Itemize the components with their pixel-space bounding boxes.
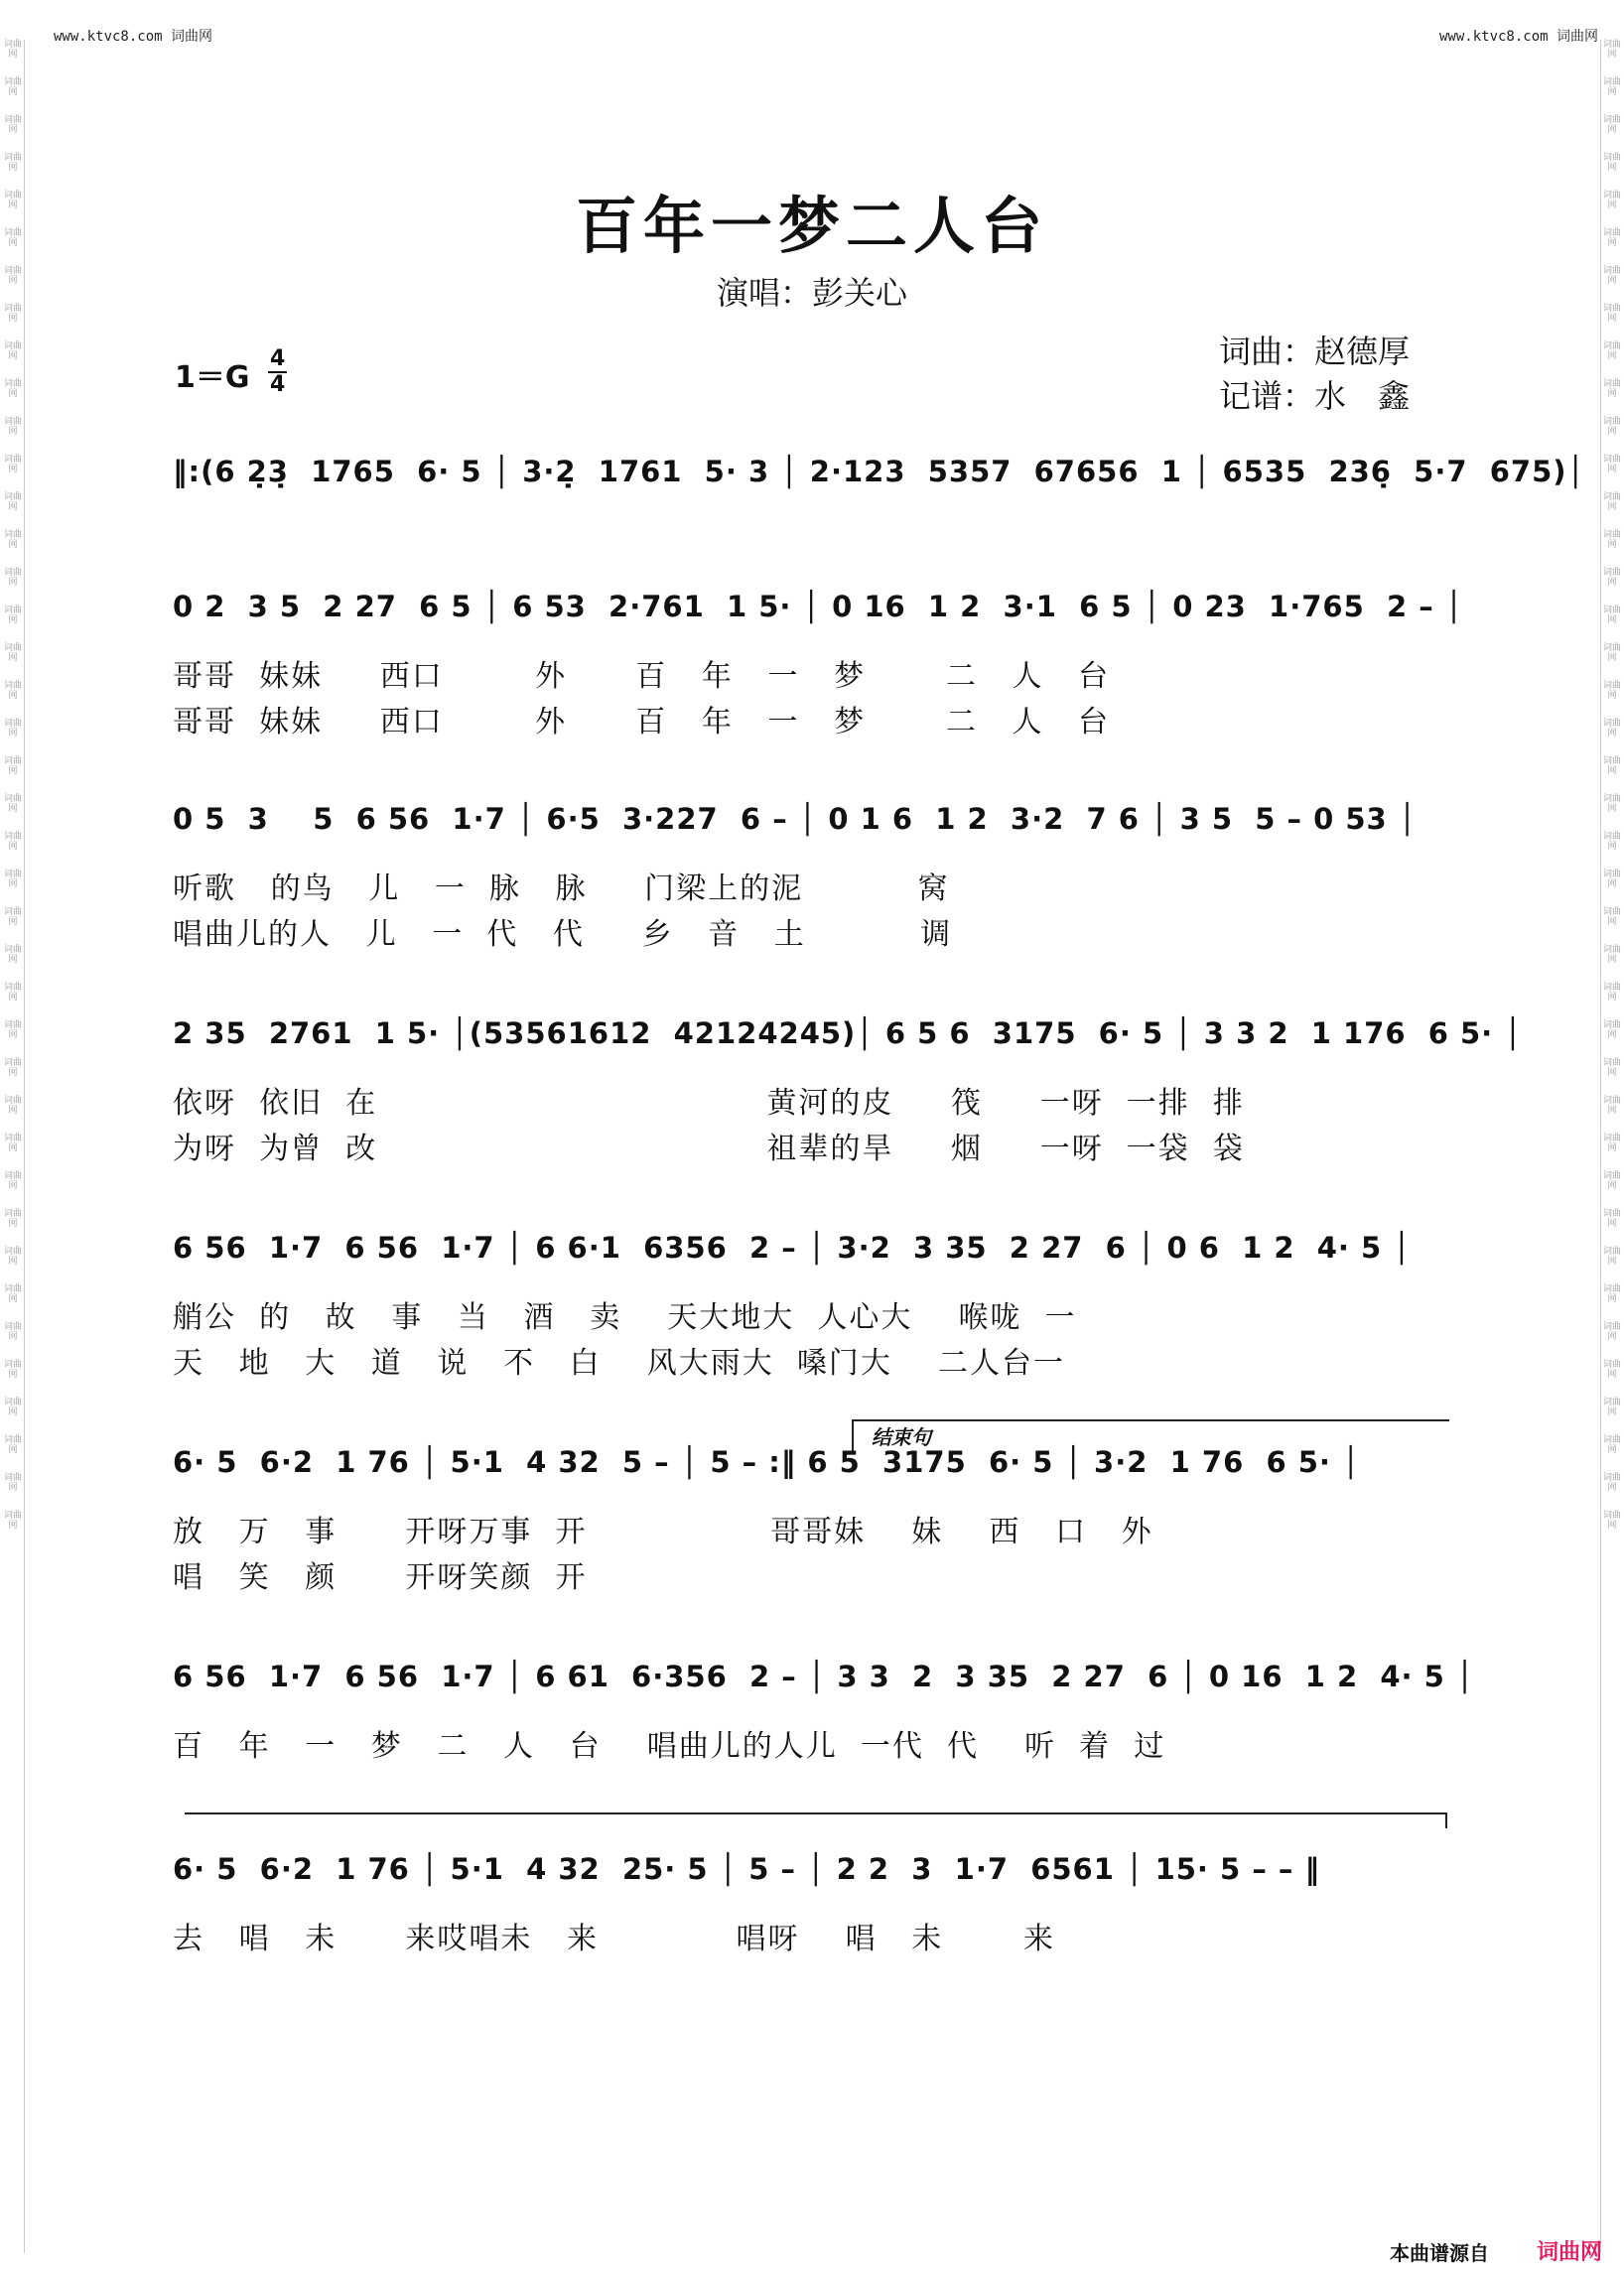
watermark-mark: 词曲网 [3,304,22,324]
watermark-mark: 词曲网 [3,341,22,361]
credits [1219,330,1410,419]
watermark-mark: 词曲网 [3,1096,22,1116]
footer-site-logo[interactable]: 词曲网 [1537,2240,1603,2265]
watermark-mark: 词曲网 [1602,1020,1621,1040]
right-watermark-strip [1600,40,1623,2253]
lyric-line: 艄公 的 故 事 当 酒 卖 天大地大 人心大 喉咙 一 [173,1300,1077,1335]
watermark-mark: 词曲网 [1602,907,1621,927]
watermark-mark: 词曲网 [1602,1398,1621,1417]
watermark-mark: 词曲网 [1602,794,1621,814]
watermark-mark: 词曲网 [1602,1511,1621,1531]
lyric-line: 百 年 一 梦 二 人 台 唱曲儿的人儿 一代 代 听 着 过 [173,1729,1166,1764]
lyric-line: 去 唱 未 来哎唱未 来 唱呀 唱 未 来 [173,1922,1055,1956]
watermark-mark: 词曲网 [3,191,22,210]
watermark-mark: 词曲网 [3,945,22,965]
watermark-mark: 词曲网 [3,40,22,60]
lyric-line: 为呀 为曾 改 祖辈的旱 烟 一呀 一袋 袋 [173,1132,1245,1166]
watermark-mark: 词曲网 [1602,1435,1621,1455]
watermark-mark: 词曲网 [1602,417,1621,437]
lyric-line: 听歌 的鸟 儿 一 脉 脉 门梁上的泥 窝 [173,871,950,906]
watermark-mark: 词曲网 [3,1435,22,1455]
footer-source-text: 本曲谱源自 [1390,2241,1489,2265]
coda-bracket [852,1419,1449,1451]
notation-line: 6· 5 6·2 1 76 │ 5·1 4 32 5 – │ 5 – :‖ 6 5 3175 6· 5 │ 3·2 1 76 6 5· │ [173,1445,1361,1479]
watermark-mark: 词曲网 [1602,379,1621,399]
time-signature-top: 4 [270,346,286,371]
watermark-mark: 词曲网 [1602,643,1621,663]
watermark-mark: 词曲网 [1602,455,1621,474]
watermark-mark: 词曲网 [1602,1322,1621,1342]
lyric-line: 哥哥 妹妹 西口 外 百 年 一 梦 二 人 台 [173,659,1111,694]
watermark-mark: 词曲网 [3,1134,22,1153]
transcriber-credit: 记谱：水 鑫 [1219,377,1411,415]
watermark-mark: 词曲网 [3,1360,22,1380]
watermark-mark: 词曲网 [3,1284,22,1304]
watermark-mark: 词曲网 [1602,1171,1621,1191]
watermark-mark: 词曲网 [3,643,22,663]
lyric-line: 唱 笑 颜 开呀笑颜 开 [173,1560,588,1595]
watermark-mark: 词曲网 [1602,492,1621,512]
watermark-mark: 词曲网 [1602,719,1621,738]
watermark-mark: 词曲网 [1602,191,1621,210]
watermark-mark: 词曲网 [3,983,22,1003]
watermark-mark: 词曲网 [1602,40,1621,60]
notation-line: 6 56 1·7 6 56 1·7 │ 6 61 6·356 2 – │ 3 3 2 3 35 2 27 6 │ 0 16 1 2 4· 5 │ [173,1660,1475,1693]
final-phrase-bracket [185,1812,1447,1828]
watermark-mark: 词曲网 [3,455,22,474]
time-signature [268,347,287,397]
watermark-mark: 词曲网 [1602,1134,1621,1153]
watermark-mark: 词曲网 [3,605,22,625]
watermark-mark: 词曲网 [1602,1284,1621,1304]
watermark-mark: 词曲网 [1602,568,1621,588]
watermark-mark: 词曲网 [1602,266,1621,286]
watermark-mark: 词曲网 [3,568,22,588]
coda-label: 结束句 [872,1425,931,1449]
watermark-mark: 词曲网 [3,1209,22,1229]
notation-line: 0 2 3 5 2 27 6 5 │ 6 53 2·761 1 5· │ 0 16 1 2 3·1 6 5 │ 0 23 1·765 2 – │ [173,590,1464,623]
lyric-line: 依呀 依旧 在 黄河的皮 筏 一呀 一排 排 [173,1086,1245,1121]
header-url-left[interactable]: www.ktvc8.com 词曲网 [54,29,213,45]
watermark-mark: 词曲网 [3,832,22,852]
lyric-line: 天 地 大 道 说 不 白 风大雨大 嗓门大 二人台一 [173,1346,1066,1381]
composer-credit: 词曲：赵德厚 [1219,333,1411,370]
watermark-mark: 词曲网 [3,1171,22,1191]
lyric-line: 放 万 事 开呀万事 开 哥哥妹 妹 西 口 外 [173,1515,1153,1549]
watermark-mark: 词曲网 [3,756,22,776]
notation-line: ‖:(6 2̣3̣ 1765 6· 5 │ 3·2̣ 1761 5· 3 │ 2·123 5357 67656 1 │ 6535 236̣ 5·7 675)│ [173,455,1585,488]
watermark-mark: 词曲网 [3,530,22,550]
watermark-mark: 词曲网 [3,492,22,512]
watermark-mark: 词曲网 [1602,304,1621,324]
time-signature-bottom: 4 [270,372,286,397]
watermark-mark: 词曲网 [3,153,22,173]
watermark-mark: 词曲网 [3,794,22,814]
watermark-mark: 词曲网 [3,417,22,437]
watermark-mark: 词曲网 [3,1322,22,1342]
watermark-mark: 词曲网 [1602,153,1621,173]
notation-line: 6· 5 6·2 1 76 │ 5·1 4 32 25· 5 │ 5 – │ 2 2 3 1·7 6561 │ 15· 5 – – ‖ [173,1852,1321,1886]
notation-line: 2 35 2761 1 5· │(53561612 42124245)│ 6 5 6 3175 6· 5 │ 3 3 2 1 176 6 5· │ [173,1016,1523,1050]
watermark-mark: 词曲网 [1602,341,1621,361]
left-watermark-strip [2,40,25,2253]
watermark-mark: 词曲网 [1602,681,1621,701]
watermark-mark: 词曲网 [1602,1360,1621,1380]
notation-line: 0 5 3 5 6 56 1·7 │ 6·5 3·227 6 – │ 0 1 6 1 2 3·2 7 6 │ 3 5 5 – 0 53 │ [173,802,1418,836]
watermark-mark: 词曲网 [3,1020,22,1040]
watermark-mark: 词曲网 [1602,1247,1621,1267]
watermark-mark: 词曲网 [1602,945,1621,965]
watermark-mark: 词曲网 [3,719,22,738]
watermark-mark: 词曲网 [3,1247,22,1267]
watermark-mark: 词曲网 [1602,77,1621,97]
watermark-mark: 词曲网 [1602,530,1621,550]
watermark-mark: 词曲网 [3,870,22,889]
key-signature: 1＝G [175,360,250,395]
watermark-mark: 词曲网 [3,228,22,248]
watermark-mark: 词曲网 [1602,756,1621,776]
watermark-mark: 词曲网 [1602,1209,1621,1229]
watermark-mark: 词曲网 [3,681,22,701]
singer-credit: 演唱：彭关心 [716,274,907,312]
header-url-right[interactable]: www.ktvc8.com 词曲网 [1439,29,1599,45]
watermark-mark: 词曲网 [1602,983,1621,1003]
watermark-mark: 词曲网 [3,1058,22,1078]
watermark-mark: 词曲网 [3,907,22,927]
watermark-mark: 词曲网 [1602,1473,1621,1493]
song-title: 百年一梦二人台 [575,190,1048,262]
watermark-mark: 词曲网 [1602,115,1621,135]
watermark-mark: 词曲网 [3,1398,22,1417]
watermark-mark: 词曲网 [3,77,22,97]
watermark-mark: 词曲网 [3,1511,22,1531]
watermark-mark: 词曲网 [3,1473,22,1493]
watermark-mark: 词曲网 [1602,1096,1621,1116]
watermark-mark: 词曲网 [1602,870,1621,889]
watermark-mark: 词曲网 [1602,605,1621,625]
notation-line: 6 56 1·7 6 56 1·7 │ 6 6·1 6356 2 – │ 3·2 3 35 2 27 6 │ 0 6 1 2 4· 5 │ [173,1231,1412,1265]
watermark-mark: 词曲网 [1602,1058,1621,1078]
watermark-mark: 词曲网 [3,115,22,135]
watermark-mark: 词曲网 [1602,832,1621,852]
watermark-mark: 词曲网 [1602,228,1621,248]
lyric-line: 唱曲儿的人 儿 一 代 代 乡 音 土 调 [173,917,953,952]
watermark-mark: 词曲网 [3,266,22,286]
lyric-line: 哥哥 妹妹 西口 外 百 年 一 梦 二 人 台 [173,705,1111,739]
watermark-mark: 词曲网 [3,379,22,399]
